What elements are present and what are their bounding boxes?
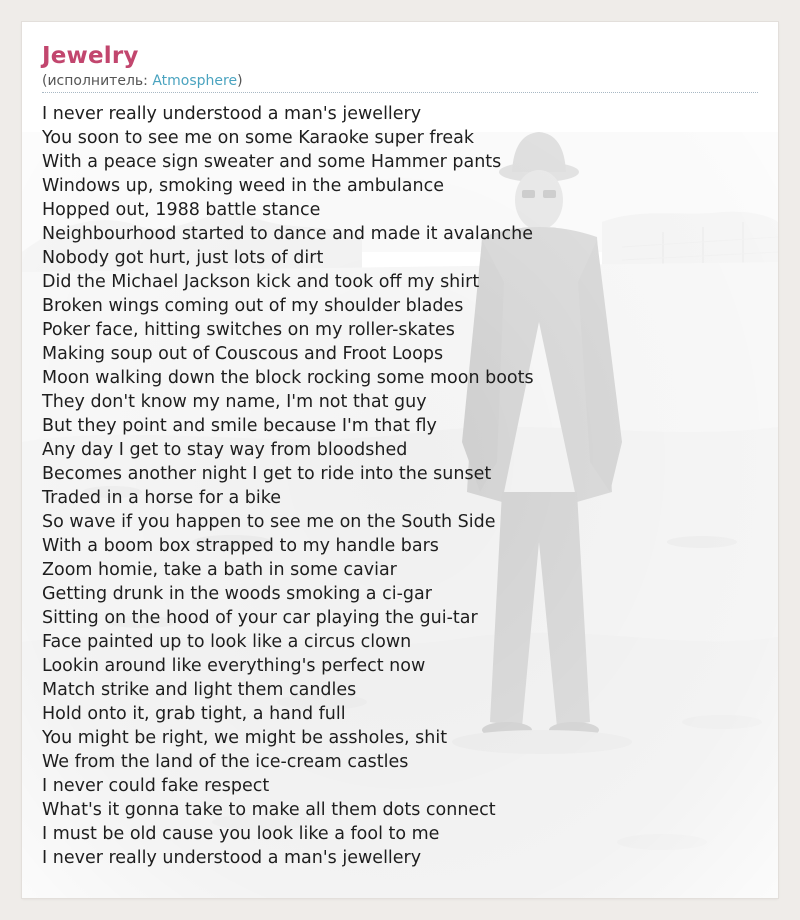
lyric-line: Nobody got hurt, just lots of dirt: [42, 248, 324, 268]
lyric-line: I never really understood a man's jewellery: [42, 848, 422, 868]
lyric-line: Hold onto it, grab tight, a hand full: [42, 704, 346, 724]
artist-prefix: (исполнитель:: [42, 73, 153, 89]
lyrics-text: [42, 102, 758, 870]
artist-link[interactable]: Atmosphere: [152, 73, 238, 89]
lyric-line: So wave if you happen to see me on the South Side: [42, 512, 496, 532]
lyric-line: Windows up, smoking weed in the ambulance: [42, 176, 444, 196]
lyric-line: Lookin around like everything's perfect now: [42, 656, 426, 676]
lyric-line: Face painted up to look like a circus clown: [42, 632, 412, 652]
lyric-line: You might be right, we might be assholes, shit: [42, 728, 448, 748]
lyric-line: Traded in a horse for a bike: [42, 488, 281, 508]
lyric-line: Any day I get to stay way from bloodshed: [42, 440, 408, 460]
lyric-line: Hopped out, 1988 battle stance: [42, 200, 321, 220]
lyric-line: Becomes another night I get to ride into the sunset: [42, 464, 492, 484]
artist-suffix: ): [237, 73, 243, 89]
lyric-line: But they point and smile because I'm that fly: [42, 416, 437, 436]
lyric-line: I never could fake respect: [42, 776, 270, 796]
lyric-line: Match strike and light them candles: [42, 680, 357, 700]
lyrics-card: [22, 22, 778, 898]
lyric-line: Neighbourhood started to dance and made it avalanche: [42, 224, 534, 244]
lyric-line: What's it gonna take to make all them dots connect: [42, 800, 496, 820]
lyric-line: With a boom box strapped to my handle bars: [42, 536, 439, 556]
artist-line: [42, 72, 758, 93]
lyric-line: Moon walking down the block rocking some moon boots: [42, 368, 534, 388]
song-title: Jewelry: [42, 43, 139, 69]
lyric-line: Zoom homie, take a bath in some caviar: [42, 560, 397, 580]
lyric-line: With a peace sign sweater and some Hammer pants: [42, 152, 502, 172]
lyric-line: I never really understood a man's jewellery: [42, 104, 422, 124]
lyric-line: I must be old cause you look like a fool to me: [42, 824, 440, 844]
lyric-line: You soon to see me on some Karaoke super freak: [42, 128, 474, 148]
lyric-line: Broken wings coming out of my shoulder blades: [42, 296, 464, 316]
lyric-line: Poker face, hitting switches on my roller-skates: [42, 320, 455, 340]
lyric-line: We from the land of the ice-cream castles: [42, 752, 409, 772]
song-content: [42, 40, 758, 870]
lyric-line: Getting drunk in the woods smoking a ci-gar: [42, 584, 432, 604]
lyric-line: Sitting on the hood of your car playing the gui-tar: [42, 608, 478, 628]
lyric-line: Did the Michael Jackson kick and took off my shirt: [42, 272, 480, 292]
lyric-line: They don't know my name, I'm not that guy: [42, 392, 427, 412]
lyric-line: Making soup out of Couscous and Froot Loops: [42, 344, 444, 364]
